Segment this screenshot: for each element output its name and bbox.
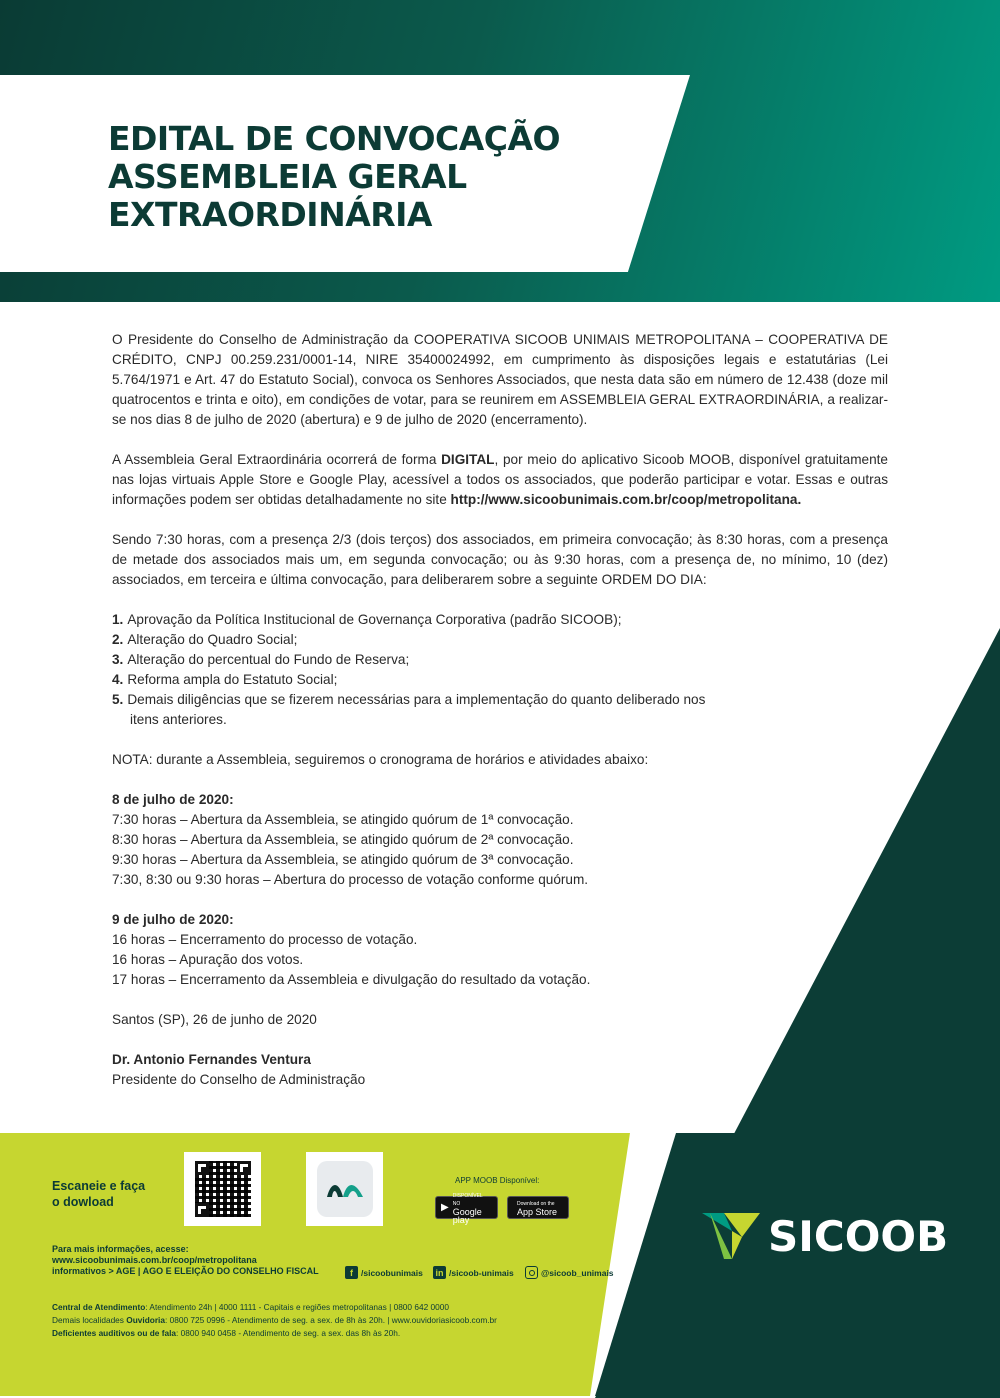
agenda-item-number: 5. [112,692,124,707]
agenda-item-number: 4. [112,672,124,687]
facebook-link[interactable] [345,1266,423,1279]
schedule-item: 9:30 horas – Abertura da Assembleia, se atingido quórum de 3ª convocação. [112,852,574,867]
qr-eye [237,1161,251,1175]
title-line-3: EXTRAORDINÁRIA [108,195,432,234]
linkedin-icon: in [433,1266,446,1279]
more-info-label: Para mais informações, acesse: [52,1244,189,1254]
agenda-list [112,610,888,730]
app-store-small: Download on the [517,1200,555,1207]
schedule-item: 16 horas – Apuração dos votos. [112,952,304,967]
site-link[interactable]: http://www.sicoobunimais.com.br/coop/metropolitana. [450,492,802,507]
signature-name: Dr. Antonio Fernandes Ventura [112,1052,311,1067]
more-info-url[interactable]: www.sicoobunimais.com.br/coop/metropolitana [52,1255,257,1265]
agenda-item [112,650,888,670]
paragraph-digital-after: , por meio do aplicativo Sicoob MOOB, disponível gratuitamente nas lojas virtuais Apple Store e Google Play, acessível a todos os associados, que poderão participar e votar. Essas e outras informações podem ser obtidas detalhadamente no site [112,452,888,507]
moob-app-icon-frame [306,1152,383,1226]
instagram-link[interactable] [525,1266,614,1279]
ouvidoria-label: Ouvidoria [126,1315,165,1325]
title-line-1: EDITAL DE CONVOCAÇÃO [108,119,561,158]
agenda-item-number: 3. [112,652,124,667]
paragraph-digital [112,450,888,510]
google-play-badge[interactable] [435,1192,498,1225]
qr-code[interactable] [184,1152,261,1226]
signature-role: Presidente do Conselho de Administração [112,1072,366,1087]
linkedin-link[interactable] [433,1266,514,1279]
schedule-item: 8:30 horas – Abertura da Assembleia, se atingido quórum de 2ª convocação. [112,832,574,847]
schedule-date: 8 de julho de 2020: [112,792,234,807]
agenda-item [112,690,888,730]
sicoob-logo-text: SICOOB [768,1211,949,1261]
paragraph-quorum: Sendo 7:30 horas, com a presença 2/3 (dois terços) dos associados, em primeira convocação; às 8:30 horas, com a presença de metade dos associados mais um, em segunda convocação; ou às 9:30 horas, com a presença de, no mínimo, 10 (dez) associados, em terceira e última convocação, para deliberarem sobre a seguinte ORDEM DO DIA: [112,532,888,587]
schedule-item: 16 horas – Encerramento do processo de votação. [112,932,418,947]
instagram-handle: @sicoob_unimais [541,1267,614,1278]
agenda-item [112,670,888,690]
more-info [52,1244,319,1277]
agenda-item-continuation: itens anteriores. [130,712,227,727]
ouvidoria-prefix: Demais localidades [52,1315,127,1325]
google-play-small: DISPONÍVEL NO [452,1192,483,1207]
page-title [108,120,560,234]
app-available-label: APP MOOB Disponível: [455,1176,540,1185]
sicoob-logo-icon [702,1211,760,1261]
agenda-item-text: Alteração do Quadro Social; [127,632,298,647]
qr-eye [195,1161,209,1175]
sicoob-logo [702,1211,948,1261]
google-play-big: Google play [452,1206,482,1225]
deficientes-label: Deficientes auditivos ou de fala [52,1328,177,1338]
ouvidoria-line [52,1314,497,1327]
paragraph-digital-before: A Assembleia Geral Extraordinária ocorrerá de forma [112,452,442,467]
facebook-handle: /sicoobunimais [361,1267,423,1278]
nota: NOTA: durante a Assembleia, seguiremos o cronograma de horários e atividades abaixo: [112,752,649,767]
ouvidoria-text: : 0800 725 0996 - Atendimento de seg. a sex. de 8h às 20h. | www.ouvidoriasicoob.com.br [164,1315,497,1325]
schedule-date: 9 de julho de 2020: [112,912,234,927]
footer-logo-panel [595,1133,1000,1396]
instagram-icon [525,1266,538,1279]
agenda-item-text: Demais diligências que se fizerem necessárias para a implementação do quanto deliberado nos [127,692,706,707]
schedule-item: 7:30, 8:30 ou 9:30 horas – Abertura do processo de votação conforme quórum. [112,872,589,887]
agenda-item [112,630,888,650]
scan-line-2: o dowload [52,1195,114,1209]
app-store-text [517,1200,557,1216]
qr-eye [195,1203,209,1217]
paragraph-digital-bold: DIGITAL [441,452,495,467]
qr-code-pattern [195,1161,251,1217]
google-play-text [453,1192,491,1224]
agenda-item-number: 2. [112,632,124,647]
paragraph-convocation: O Presidente do Conselho de Administração da COOPERATIVA SICOOB UNIMAIS METROPOLITANA – COOPERATIVA DE CRÉDITO, CNPJ 00.259.231/0001-14, NIRE 35400024992, em cumprimento às disposições legais e estatutárias (Lei 5.764/1971 e Art. 47 do Estatuto Social), convoca os Senhores Associados, que nesta data são em número de 12.438 (doze mil quatrocentos e trinta e oito), em condições de votar, para se reunirem em ASSEMBLEIA GERAL EXTRAORDINÁRIA, a realizar-se nos dias 8 de julho de 2020 (abertura) e 9 de julho de 2020 (encerramento). [112,332,888,427]
scan-line-1: Escaneie e faça [52,1179,146,1193]
moob-logo-icon [325,1177,365,1201]
agenda-item [112,610,888,630]
more-info-path: informativos > AGE | AGO E ELEIÇÃO DO CONSELHO FISCAL [52,1266,319,1276]
schedule-item: 17 horas – Encerramento da Assembleia e divulgação do resultado da votação. [112,972,591,987]
agenda-item-text: Aprovação da Política Institucional de Governança Corporativa (padrão SICOOB); [127,612,622,627]
contact-info [52,1301,497,1340]
central-line [52,1301,497,1314]
linkedin-handle: /sicoob-unimais [449,1267,514,1278]
schedule-item: 7:30 horas – Abertura da Assembleia, se atingido quórum de 1ª convocação. [112,812,574,827]
google-play-icon: ▶ [441,1202,449,1213]
moob-app-icon[interactable] [317,1161,373,1217]
facebook-icon: f [345,1266,358,1279]
place-date: Santos (SP), 26 de junho de 2020 [112,1012,317,1027]
scan-instruction [52,1178,145,1210]
agenda-item-text: Reforma ampla do Estatuto Social; [127,672,338,687]
schedule-day-1 [112,790,888,890]
signature [112,1050,888,1090]
central-text: : Atendimento 24h | 4000 1111 - Capitais e regiões metropolitanas | 0800 642 0000 [145,1302,449,1312]
schedule-day-2 [112,910,888,990]
app-store-badge[interactable] [507,1196,569,1219]
deficientes-line [52,1327,497,1340]
title-line-2: ASSEMBLEIA GERAL [108,157,467,196]
agenda-item-number: 1. [112,612,124,627]
central-label: Central de Atendimento [52,1302,146,1312]
agenda-item-text: Alteração do percentual do Fundo de Reserva; [127,652,410,667]
app-store-big: App Store [517,1206,558,1217]
deficientes-text: : 0800 940 0458 - Atendimento de seg. a sex. das 8h às 20h. [176,1328,401,1338]
document-body [112,330,888,1090]
